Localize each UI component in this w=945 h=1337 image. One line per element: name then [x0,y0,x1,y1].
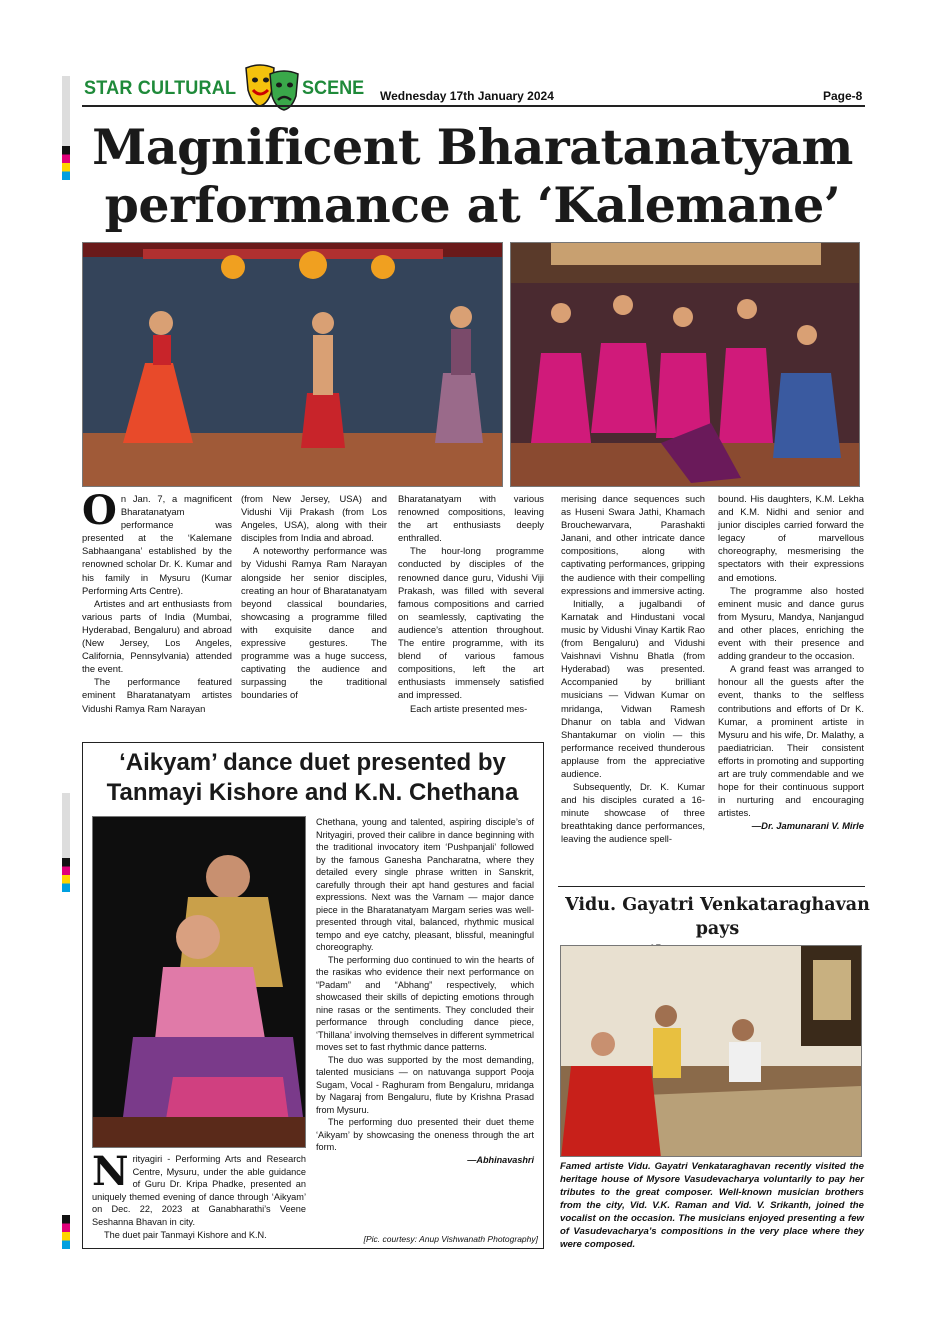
headline-line-1: Magnificent Bharatanatyam [92,118,853,176]
tribute-caption: Famed artiste Vidu. Gayatri Venkataraghavan recently visited the heritage house of Mysore Vasudevacharya voluntarily to pay her tributes to the great composer. Well-known musician brothers from the city, Vid. V.K. Raman and Vid. V. Srikanth, joined the vocalist on the occasion. The musicians enjoyed presenting a few of Vasudevacharya’s compositions in the very place where they were composed. [560,1161,864,1250]
main-article-col-1 [82,487,232,715]
aikyam-headline-line-1: ‘Aikyam’ dance duet presented by [119,749,506,776]
registration-marks-bottom [62,1215,70,1249]
byline: —Abhinavashri [467,1154,534,1165]
masthead-title-right: SCENE [302,78,365,99]
paragraph: bound. His daughters, K.M. Lekha and K.M. Nidhi and senior and junior disciples carried forward the legacy of marvellous choreography, mesmerising the spectators with their expressions and emotions. [718,493,864,583]
paragraph: The hour-long programme conducted by disciples of the renowned dance guru, Vidushi Viji Prakash, was filled with several famous compositions and carried on seamlessly, captivating the audience’s attention throughout. The entire programme, with its blend of various famous compositions, left the art enthusiasts immensely satisfied and impressed. [398,545,544,701]
registration-bar-top [62,76,70,146]
paragraph: Bharatanatyam with various renowned compositions, leaving the art enthusiasts deeply enthralled. [398,493,544,544]
photo-tribute-concert [560,945,862,1157]
aikyam-col-left [92,1148,306,1241]
paragraph: The performing duo continued to win the hearts of the rasikas who evidence their next performance on “Padam” and “Abhang” respectively, which showcased their skills of depicting emotions through nine rasas or the sentiments. They concluded their performance through concluding dance piece, ‘Thillana’ involving themselves in different symmetrical moves set to fast rhythmic dance patterns. [316,954,534,1052]
paragraph: A noteworthy performance was by Vidushi Ramya Ram Narayan alongside her senior disciples, creating an hour of Bharatanatyam beyond classical boundaries, showcasing a programme filled with exquisite dance and expressive gestures. The programme was a huge success, captivating the audience and surpassing the traditional boundaries of [241,545,387,701]
aikyam-col-right [316,816,534,1166]
main-headline [80,118,865,234]
headline-line-2: performance at ‘Kalemane’ [104,176,841,234]
paragraph: merising dance sequences such as Huseni Swara Jathi, Khamach Brouchewarvara, Parashakti Janani, and other intricate dance compositions, along with captivating performances, gripping the audience with their compelling expressions and immersive acting. [561,493,705,596]
paragraph: The performance featured eminent Bharatanatyam artistes Vidushi Ramya Ram Narayan [82,676,232,714]
registration-marks-mid [62,858,70,892]
main-article-col-3 [398,492,544,715]
aikyam-headline-line-2: Tanmayi Kishore and K.N. Chethana [106,779,519,806]
registration-bar-mid [62,793,70,858]
paragraph: Subsequently, Dr. K. Kumar and his disciples curated a 16-minute showcase of three breathtaking dance performances, leaving the audience spell- [561,781,705,845]
tribute-top-rule [558,886,865,887]
drop-cap: N [92,1148,129,1195]
paragraph: The programme also hosted eminent music and dance gurus from Mysuru, Mandya, Nanjangud and other places, enriching the event with their presence and adding grandeur to the occasion. [718,584,864,662]
masthead-rule [82,105,865,107]
masthead-title-left: STAR CULTURAL [84,78,237,99]
paragraph: Artistes and art enthusiasts from various parts of India (Mumbai, Hyderabad, Bengaluru) and abroad (New Jersey, Los Angeles, California, Pennsylvania) attended the event. [82,597,232,675]
drop-cap: O [82,487,117,534]
main-article-col-2 [241,492,387,702]
paragraph: (from New Jersey, USA) and Vidushi Viji Prakash (from Los Angeles, USA), along with their disciples from India and abroad. [241,493,387,544]
main-article-col-4 [561,492,705,846]
photo-credit: [Pic. courtesy: Anup Vishwanath Photography] [363,1234,538,1244]
paragraph: A grand feast was arranged to honour all the guests after the event, thanks to the selfless contributions and efforts of Dr K. Kumar, a prominent artiste in Mysuru and his wife, Dr. Malathy, a paediatrician. Their consistent efforts in promoting and supporting art are truly commendable and we hope for their continuous support in nurturing and encouraging artistes. [718,663,864,819]
main-article-col-5 [718,492,864,832]
page-number: Page-8 [823,89,863,103]
paragraph: Initially, a jugalbandi of Karnatak and Hindustani vocal music by Vidushi Vinay Kartik Rao (from Bengaluru) and Vidushi Vaishnavi Vishnu Bhatla (from Hyderabad) was presented. Accompanied by brilliant musicians — Vidwan Kumar on mridanga, Vidwan Ramesh Dhanur on tabla and Vidwan Shantakumar on violin — this performance received thunderous applause from the appreciative audience. [561,597,705,779]
aikyam-headline [85,748,540,808]
issue-date: Wednesday 17th January 2024 [380,89,554,103]
byline: —Dr. Jamunarani V. Mirle [751,820,864,832]
paragraph: Each artiste presented mes- [410,702,528,714]
paragraph: On Jan. 7, a magnificent Bharatanatyam performance was presented at the ‘Kalemane Sabhaangana’ established by the renowned scholar Dr. K. Kumar and his family in Mysuru (Kumar Performing Arts Centre). [82,487,232,596]
photo-aikyam-duet [92,816,306,1148]
paragraph: Chethana, young and talented, aspiring disciple’s of Nrityagiri, proved their calibre in dance beginning with the traditional invocatory item ‘Pushpanjali’ followed by the famous Ganesha Pancharatna, where they detailed every single phrase written in Sanskrit, carefully through their apt hand gestures and facial expressions. Next was the Varnam — major dance piece in the Bharatanatyam Margam series was well-presented through vital, balanced, rhythmic musical tempo and eye catchy, pleasant, blissful, meaningful choreography. [316,817,534,952]
paragraph: The performing duo presented their duet theme ‘Aikyam’ by showcasing the oneness through the art form. [316,1117,534,1152]
paragraph: The duo was supported by the most demanding, talented musicians — on natuvanga support Pooja Sugam, Vocal - Raghuram from Bengaluru, mridanga by Nagaraj from Bengaluru, flute by Krishna Prasad from Mysuru. [316,1054,534,1115]
tribute-headline-line-1: Vidu. Gayatri Venkataraghavan pays [565,895,870,939]
paragraph: The duet pair Tanmayi Kishore and K.N. [104,1229,267,1240]
photo-group-dancers [510,242,860,487]
photo-three-dancers [82,242,503,487]
registration-marks-top [62,146,70,180]
paragraph: Nrityagiri - Performing Arts and Research Centre, Mysuru, under the able guidance of Guru Dr. Kripa Phadke, presented an uniquely themed evening of dance through ‘Aikyam’ on Dec. 22, 2023 at Ganabharathi’s Veene Seshanna Bhavan in city. [92,1148,306,1227]
